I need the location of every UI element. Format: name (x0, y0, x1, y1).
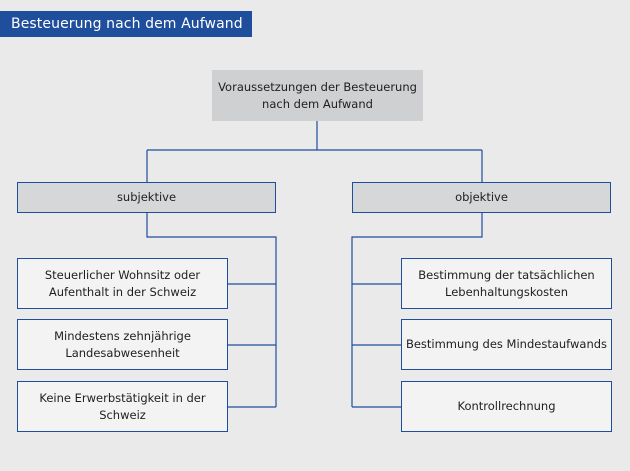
page-title: Besteuerung nach dem Aufwand (0, 11, 252, 37)
subjective-node: subjektive (17, 182, 276, 213)
subjective-item-absence: Mindestens zehnjährige Landesabwesenheit (17, 319, 228, 370)
objective-item-living-costs: Bestimmung der tatsächlichen Lebenhaltungskosten (401, 258, 612, 309)
subjective-connector (147, 213, 276, 407)
objective-connector (352, 213, 482, 407)
subjective-item-no-employment: Keine Erwerbstätigkeit in der Schweiz (17, 381, 228, 432)
objective-item-minimum-expense: Bestimmung des Mindestaufwands (401, 319, 612, 370)
root-connector (147, 121, 482, 182)
objective-item-control-calculation: Kontrollrechnung (401, 381, 612, 432)
objective-node: objektive (352, 182, 611, 213)
subjective-item-residence: Steuerlicher Wohnsitz oder Aufenthalt in der Schweiz (17, 258, 228, 309)
root-node: Voraussetzungen der Besteuerung nach dem Aufwand (212, 70, 423, 121)
